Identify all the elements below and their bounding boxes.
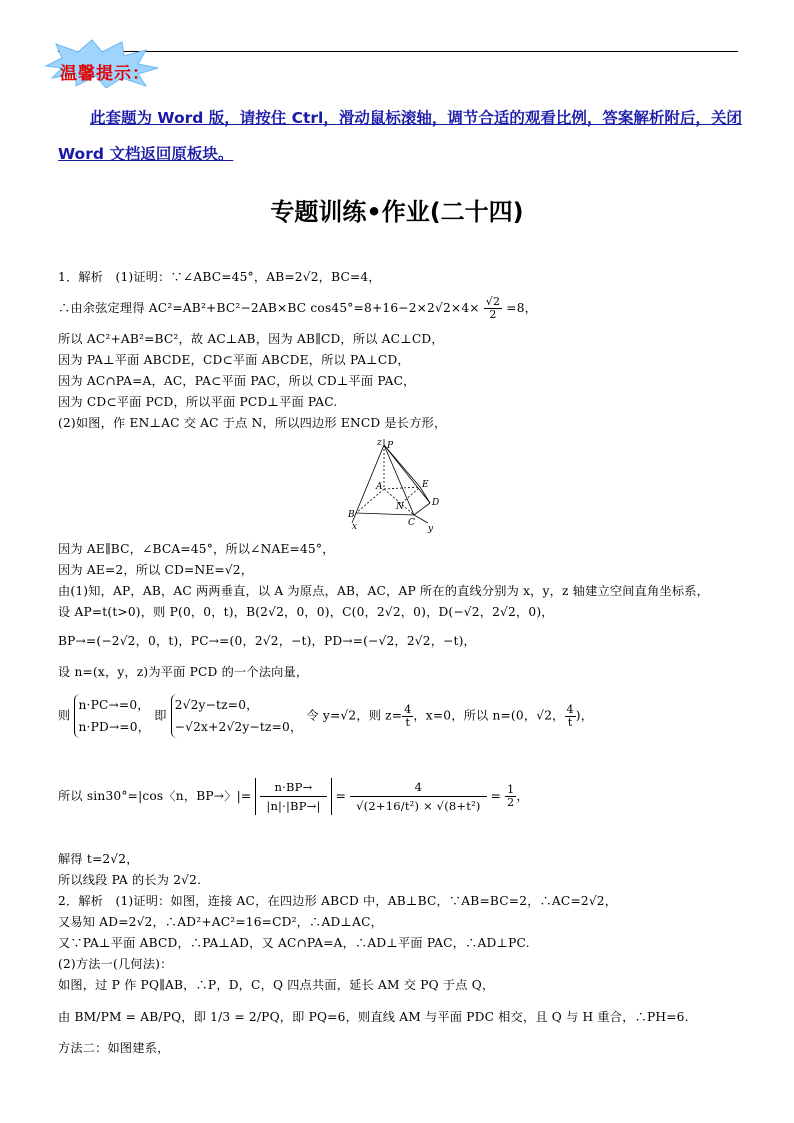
text-line: 又易知 AD=2√2，∴AD²+AC²=16=CD²，∴AD⊥AC，: [58, 915, 383, 929]
label-y: y: [428, 524, 434, 533]
text-line: 又∵PA⊥平面 ABCD，∴PA⊥AD，又 AC∩PA=A，∴AD⊥平面 PAC，∴AD⊥PC.: [58, 936, 530, 950]
text-line: 因为 AE=2，所以 CD=NE=√2，: [58, 563, 254, 577]
page-title: 专题训练•作业(二十四): [270, 198, 524, 226]
text-line: 解得 t=2√2，: [58, 852, 139, 866]
pyramid-figure: [344, 437, 444, 533]
text-line: 方法二：如图建系，: [58, 1041, 170, 1055]
sine-equation: 所以 sin30°=|cos〈n，BP→〉|= $\frac{n\cdot BP\to}{|n|\cdot|BP\to|}$ = $\frac{4}{\text{√(2+16/t²) × √(8+t²)}}$ = $\frac{1}{2}$ ，: [58, 780, 529, 813]
label-e: E: [422, 480, 429, 490]
text-line: 由(1)知，AP，AB，AC 两两垂直，以 A 为原点，AB，AC，AP 所在的直线分别为 x，y，z 轴建立空间直角坐标系，: [58, 584, 709, 598]
text-line: ∴由余弦定理得 AC²=AB²+BC²−2AB×BC cos45°=8+16−2×2√2×4× $\frac{√2}{2}$ =8，: [58, 295, 538, 321]
text-line: 2．解析 (1)证明：如图，连接 AC，在四边形 ABCD 中，AB⊥BC，∵AB=BC=2，∴AC=2√2，: [58, 894, 618, 908]
text-line: 因为 AC∩PA=A，AC，PA⊂平面 PAC，所以 CD⊥平面 PAC，: [58, 374, 416, 388]
text-line: BP→=(−2√2，0，t)，PC→=(0，2√2，−t)，PD→=(−√2，2√2，−t)，: [58, 634, 476, 648]
text-line: 因为 PA⊥平面 ABCDE，CD⊂平面 ABCDE，所以 PA⊥CD，: [58, 353, 410, 367]
label-z: z: [377, 438, 382, 448]
text-line: 所以 AC²+AB²=BC²，故 AC⊥AB，因为 AB∥CD，所以 AC⊥CD，: [58, 332, 444, 346]
label-c: C: [408, 518, 415, 528]
text-line: 设 n=(x，y，z)为平面 PCD 的一个法向量，: [58, 665, 309, 679]
label-p: P: [387, 441, 394, 451]
text-line: 因为 AE∥BC，∠BCA=45°，所以∠NAE=45°，: [58, 542, 335, 556]
notice-heading: 温馨提示：: [60, 64, 150, 84]
text-line: 如图，过 P 作 PQ∥AB，∴P，D，C，Q 四点共面，延长 AM 交 PQ 于点 Q，: [58, 978, 495, 992]
text-line: (2)方法一(几何法)：: [58, 957, 173, 971]
label-a: A: [376, 482, 383, 492]
text-line: 因为 CD⊂平面 PCD，所以平面 PCD⊥平面 PAC.: [58, 395, 338, 409]
notice-body: 此套题为 Word 版，请按住 Ctrl，滑动鼠标滚轴，调节合适的观看比例，答案解析附后，关闭 Word 文档返回原板块。: [58, 109, 742, 163]
text-line: (2)如图，作 EN⊥AC 交 AC 于点 N，所以四边形 ENCD 是长方形，: [58, 416, 447, 430]
ratio-line: 由 BM/PM = AB/PQ，即 1/3 = 2/PQ，即 PQ=6，则直线 AM 与平面 PDC 相交，且 Q 与 H 重合，∴PH=6.: [58, 1010, 689, 1024]
label-b: B: [348, 510, 355, 520]
text-line: 1．解析 (1)证明：∵∠ABC=45°，AB=2√2，BC=4，: [58, 270, 381, 284]
normal-vector-system: 则 n·PC→=0， n·PD→=0， 即 2√2y−tz=0， −√2x+2√2y−tz=0， 令 y=√2，则 z= $\frac{4}{t}$ ，x=0，所以 n=(0，√2， $\frac{4}{t}$ )，: [58, 694, 593, 738]
label-d: D: [432, 498, 440, 508]
label-n: N: [396, 502, 404, 512]
text-line: 设 AP=t(t>0)，则 P(0，0，t)，B(2√2，0，0)，C(0，2√2，0)，D(−√2，2√2，0)，: [58, 605, 554, 619]
label-x: x: [352, 522, 358, 532]
text-line: 所以线段 PA 的长为 2√2.: [58, 873, 202, 887]
